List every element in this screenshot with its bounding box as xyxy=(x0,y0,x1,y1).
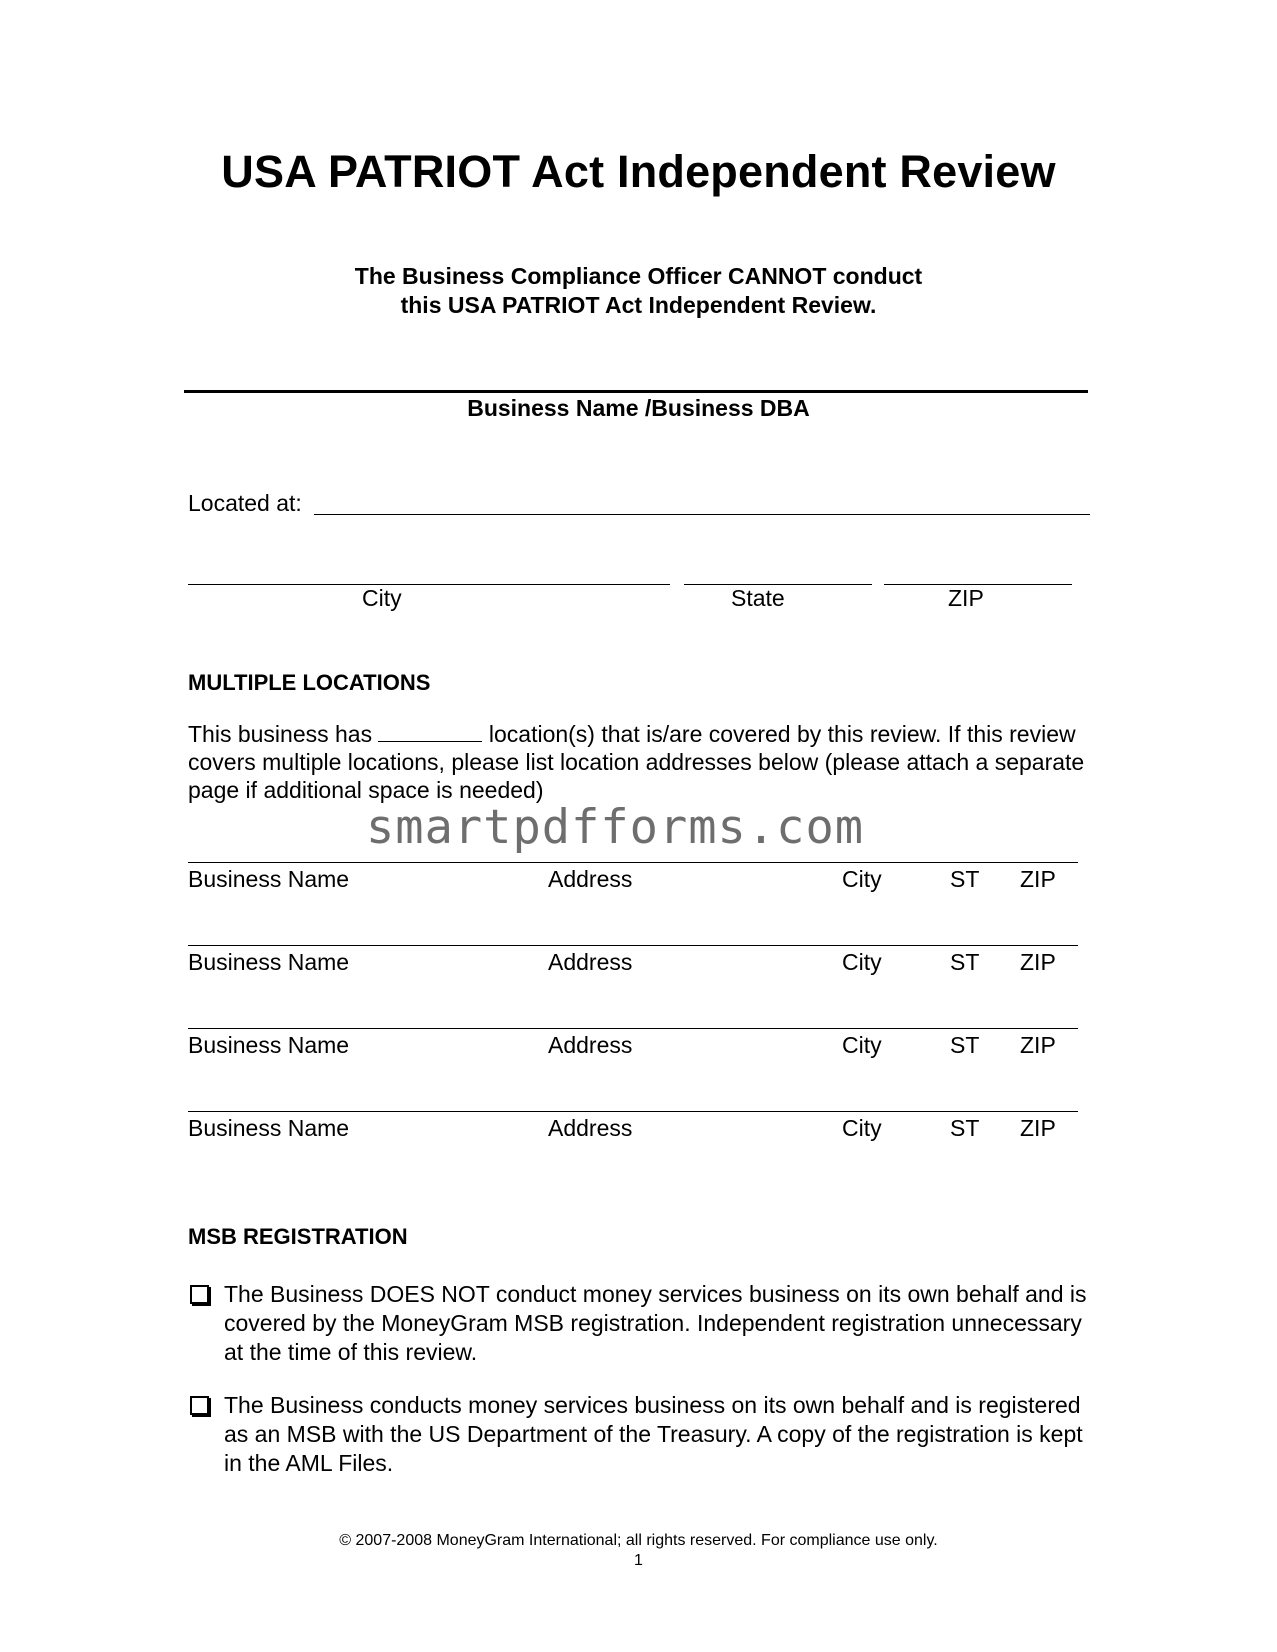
col-st: ST xyxy=(950,949,980,975)
state-field[interactable] xyxy=(684,560,872,585)
col-address: Address xyxy=(548,1032,633,1058)
col-business-name: Business Name xyxy=(188,949,350,975)
state-label: State xyxy=(731,585,785,611)
locations-text-start: This business has xyxy=(188,721,373,747)
located-at-field[interactable] xyxy=(314,489,1090,515)
msb-option-1-text: The Business DOES NOT conduct money services business on its own behalf and is covered by the MoneyGram MSB registration. Independent registration unnecessary at the time of this review. xyxy=(224,1281,1087,1365)
multiple-locations-heading: MULTIPLE LOCATIONS xyxy=(188,670,431,695)
col-zip: ZIP xyxy=(1020,1115,1056,1141)
location-row[interactable] xyxy=(188,1111,1078,1171)
business-dba-label: Business Name /Business DBA xyxy=(467,395,810,421)
col-address: Address xyxy=(548,949,633,975)
zip-label: ZIP xyxy=(948,585,984,611)
col-zip: ZIP xyxy=(1020,1032,1056,1058)
city-field[interactable] xyxy=(188,560,670,585)
col-business-name: Business Name xyxy=(188,1032,350,1058)
page-title: USA PATRIOT Act Independent Review xyxy=(221,146,1056,197)
col-address: Address xyxy=(548,1115,633,1141)
location-row[interactable] xyxy=(188,945,1078,1005)
col-zip: ZIP xyxy=(1020,949,1056,975)
subtitle xyxy=(0,262,1277,320)
watermark: smartpdfforms.com xyxy=(366,800,865,855)
col-st: ST xyxy=(950,866,980,892)
location-row[interactable] xyxy=(188,862,1078,922)
city-label: City xyxy=(362,585,402,611)
zip-field[interactable] xyxy=(884,560,1072,585)
col-city: City xyxy=(842,949,882,975)
msb-option-2-checkbox[interactable] xyxy=(190,1396,209,1415)
multiple-locations-text xyxy=(188,720,1088,804)
col-city: City xyxy=(842,1032,882,1058)
col-business-name: Business Name xyxy=(188,1115,350,1141)
subtitle-line-2: this USA PATRIOT Act Independent Review. xyxy=(400,292,877,318)
col-address: Address xyxy=(548,866,633,892)
msb-option-2-text: The Business conducts money services business on its own behalf and is registered as an MSB with the US Department of the Treasury. A copy of the registration is kept in the AML Files. xyxy=(224,1392,1083,1476)
col-zip: ZIP xyxy=(1020,866,1056,892)
col-city: City xyxy=(842,1115,882,1141)
footer-copyright: © 2007-2008 MoneyGram International; all rights reserved. For compliance use only. xyxy=(339,1532,938,1549)
location-row[interactable] xyxy=(188,1028,1078,1088)
msb-registration-heading: MSB REGISTRATION xyxy=(188,1224,408,1249)
location-count-field[interactable] xyxy=(378,721,482,742)
page-number: 1 xyxy=(634,1552,643,1569)
footer xyxy=(0,1531,1277,1571)
business-name-field[interactable] xyxy=(184,390,1088,393)
msb-option-1-checkbox[interactable] xyxy=(190,1285,209,1304)
locations-text-end: location(s) that is/are covered by this review. If this review covers multiple locations, please list location addresses below (please attach a separate page if additional space is needed) xyxy=(188,721,1085,803)
col-st: ST xyxy=(950,1032,980,1058)
located-at-label: Located at: xyxy=(188,490,302,516)
col-business-name: Business Name xyxy=(188,866,350,892)
col-city: City xyxy=(842,866,882,892)
col-st: ST xyxy=(950,1115,980,1141)
subtitle-line-1: The Business Compliance Officer CANNOT conduct xyxy=(354,263,923,289)
